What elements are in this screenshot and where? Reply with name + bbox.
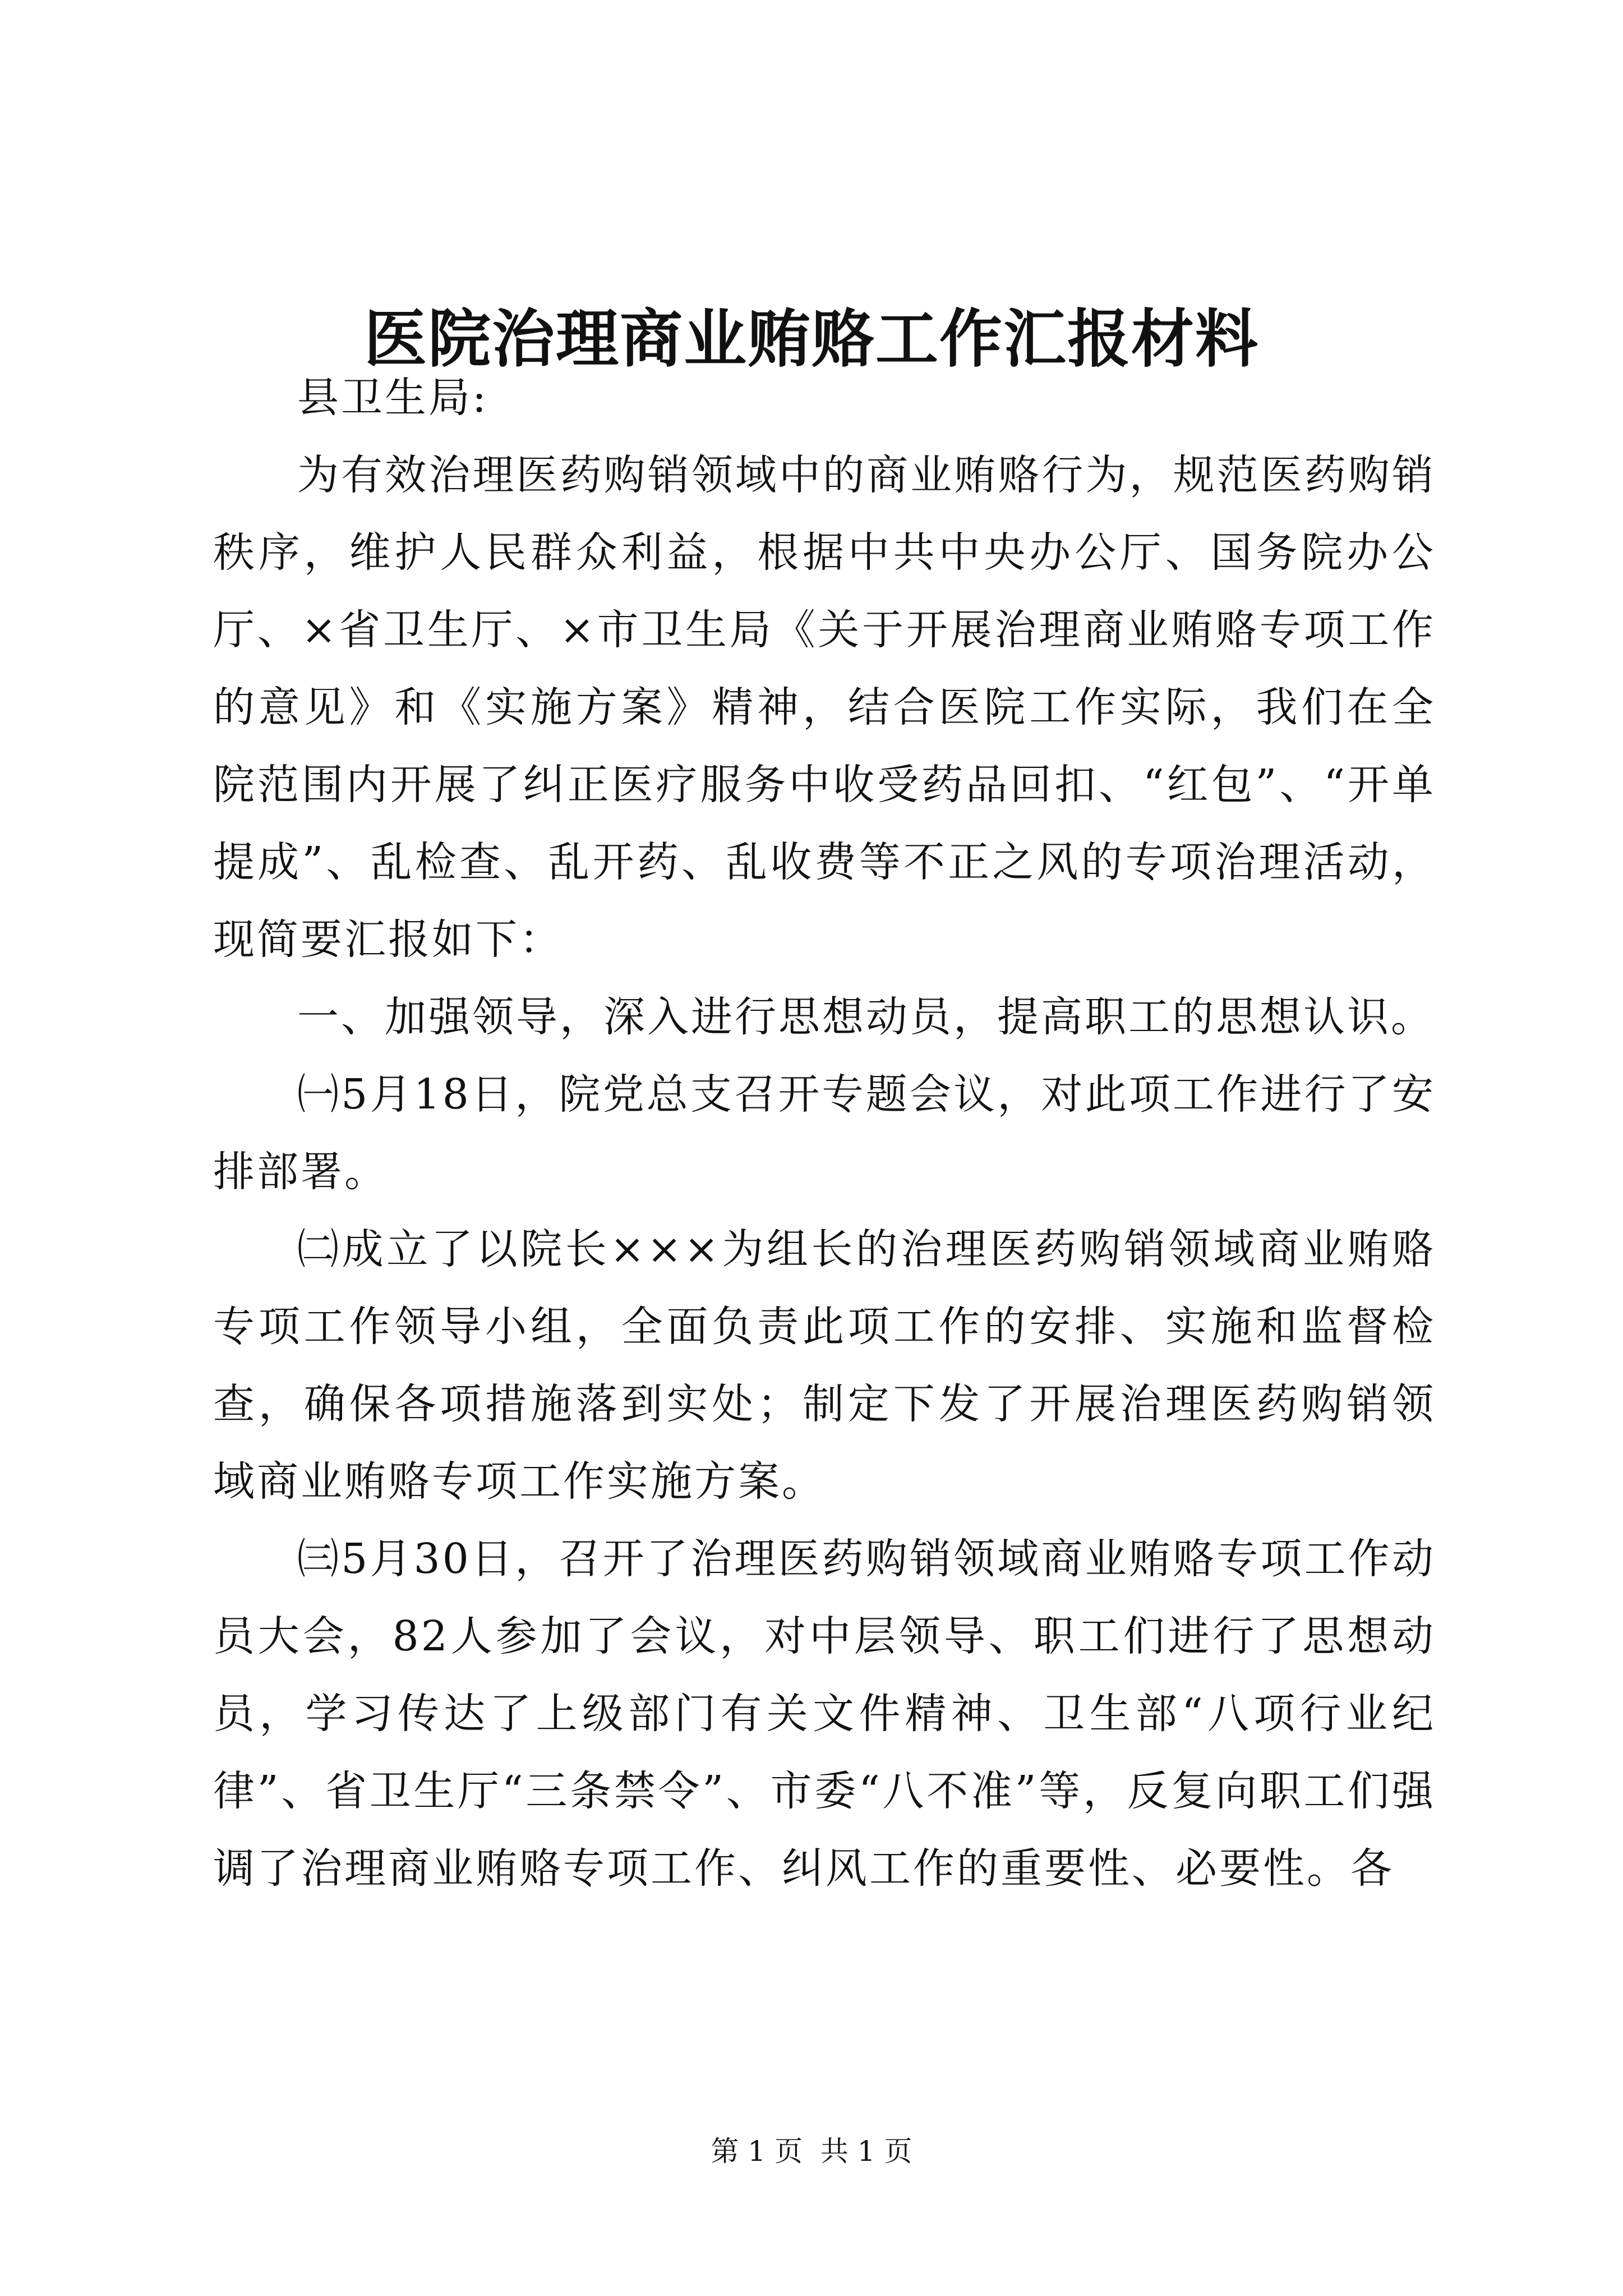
paragraph-intro: 为有效治理医药购销领域中的商业贿赂行为，规范医药购销秩序，维护人民群众利益，根据中共中央办公厅、国务院办公厅、×省卫生厅、×市卫生局《关于开展治理商业贿赂专项工作的意见》和《实施方案》精神，结合医院工作实际，我们在全院范围内开展了纠正医疗服务中收受药品回扣、“红包”、“开单提成”、乱检查、乱开药、乱收费等不正之风的专项治理活动，现简要汇报如下： [213,451,1436,964]
document-title: 医院治理商业贿赂工作汇报材料 [364,302,1259,376]
document-body [213,359,1436,1907]
section-heading-1: 一、加强领导，深入进行思想动员，提高职工的思想认识。 [297,993,1435,1041]
salutation: 县卫生局: [297,374,488,422]
paragraph-item-1: ㈠5月18日，院党总支召开专题会议，对此项工作进行了安排部署。 [213,1070,1436,1196]
page-footer: 第 1 页 共 1 页 [711,2135,912,2168]
paragraph-item-3: ㈢5月30日，召开了治理医药购销领域商业贿赂专项工作动员大会，82人参加了会议，对中层领导、职工们进行了思想动员，学习传达了上级部门有关文件精神、卫生部“八项行业纪律”、省卫生厅“三条禁令”、市委“八不准”等，反复向职工们强调了治理商业贿赂专项工作、纠风工作的重要性、必要性。各 [213,1535,1436,1893]
paragraph-item-2: ㈡成立了以院长×××为组长的治理医药购销领域商业贿赂专项工作领导小组，全面负责此项工作的安排、实施和监督检查，确保各项措施落到实处；制定下发了开展治理医药购销领域商业贿赂专项工作实施方案。 [213,1225,1436,1506]
